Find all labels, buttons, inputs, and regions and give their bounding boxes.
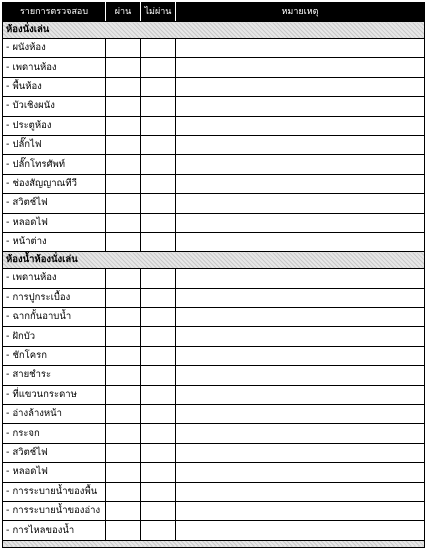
pass-cell[interactable] <box>106 135 141 154</box>
pass-cell[interactable] <box>106 213 141 232</box>
fail-cell[interactable] <box>141 463 176 482</box>
item-label: - ผนังห้อง <box>3 39 106 58</box>
fail-cell[interactable] <box>141 58 176 77</box>
item-label: - สวิตช์ไฟ <box>3 443 106 462</box>
pass-cell[interactable] <box>106 39 141 58</box>
table-row <box>3 385 425 404</box>
table-row <box>3 58 425 77</box>
header-fail: ไม่ผ่าน <box>141 3 176 22</box>
table-row <box>3 424 425 443</box>
table-row <box>3 405 425 424</box>
section-title: ห้องน้ำห้องนั่งเล่น <box>3 252 425 269</box>
item-label: - สายชำระ <box>3 366 106 385</box>
note-cell[interactable] <box>176 135 425 154</box>
pass-cell[interactable] <box>106 463 141 482</box>
fail-cell[interactable] <box>141 135 176 154</box>
table-row <box>3 97 425 116</box>
table-row <box>3 232 425 251</box>
note-cell[interactable] <box>176 521 425 540</box>
table-row <box>3 327 425 346</box>
fail-cell[interactable] <box>141 366 176 385</box>
pass-cell[interactable] <box>106 424 141 443</box>
header-item: รายการตรวจสอบ <box>3 3 106 22</box>
table-row <box>3 308 425 327</box>
note-cell[interactable] <box>176 58 425 77</box>
pass-cell[interactable] <box>106 385 141 404</box>
fail-cell[interactable] <box>141 385 176 404</box>
note-cell[interactable] <box>176 194 425 213</box>
fail-cell[interactable] <box>141 424 176 443</box>
pass-cell[interactable] <box>106 77 141 96</box>
section-title: ห้องนั่งเล่น <box>3 22 425 39</box>
table-row <box>3 443 425 462</box>
item-label: - การไหลของน้ำ <box>3 521 106 540</box>
pass-cell[interactable] <box>106 346 141 365</box>
table-footer-row <box>3 540 425 547</box>
note-cell[interactable] <box>176 443 425 462</box>
section-header-row <box>3 22 425 39</box>
note-cell[interactable] <box>176 308 425 327</box>
table-row <box>3 77 425 96</box>
item-label: - กระจก <box>3 424 106 443</box>
pass-cell[interactable] <box>106 288 141 307</box>
note-cell[interactable] <box>176 288 425 307</box>
fail-cell[interactable] <box>141 39 176 58</box>
pass-cell[interactable] <box>106 443 141 462</box>
note-cell[interactable] <box>176 269 425 288</box>
item-label: - การปูกระเบื้อง <box>3 288 106 307</box>
note-cell[interactable] <box>176 482 425 501</box>
item-label: - หลอดไฟ <box>3 463 106 482</box>
item-label: - ฝักบัว <box>3 327 106 346</box>
fail-cell[interactable] <box>141 232 176 251</box>
item-label: - หน้าต่าง <box>3 232 106 251</box>
pass-cell[interactable] <box>106 155 141 174</box>
table-header-row <box>3 3 425 22</box>
note-cell[interactable] <box>176 424 425 443</box>
fail-cell[interactable] <box>141 155 176 174</box>
note-cell[interactable] <box>176 116 425 135</box>
item-label: - บัวเชิงผนัง <box>3 97 106 116</box>
pass-cell[interactable] <box>106 482 141 501</box>
table-row <box>3 174 425 193</box>
note-cell[interactable] <box>176 327 425 346</box>
table-row <box>3 501 425 520</box>
note-cell[interactable] <box>176 39 425 58</box>
item-label: - เพดานห้อง <box>3 269 106 288</box>
fail-cell[interactable] <box>141 97 176 116</box>
note-cell[interactable] <box>176 463 425 482</box>
header-pass: ผ่าน <box>106 3 141 22</box>
item-label: - การระบายน้ำของพื้น <box>3 482 106 501</box>
fail-cell[interactable] <box>141 116 176 135</box>
item-label: - การระบายน้ำของอ่าง <box>3 501 106 520</box>
table-body <box>3 22 425 548</box>
item-label: - เพดานห้อง <box>3 58 106 77</box>
note-cell[interactable] <box>176 174 425 193</box>
fail-cell[interactable] <box>141 501 176 520</box>
fail-cell[interactable] <box>141 77 176 96</box>
table-row <box>3 346 425 365</box>
table-row <box>3 135 425 154</box>
pass-cell[interactable] <box>106 521 141 540</box>
item-label: - ปลั๊กไฟ <box>3 135 106 154</box>
section-header-row <box>3 252 425 269</box>
table-row <box>3 288 425 307</box>
fail-cell[interactable] <box>141 174 176 193</box>
item-label: - หลอดไฟ <box>3 213 106 232</box>
item-label: - ประตูห้อง <box>3 116 106 135</box>
fail-cell[interactable] <box>141 194 176 213</box>
fail-cell[interactable] <box>141 308 176 327</box>
note-cell[interactable] <box>176 366 425 385</box>
table-row <box>3 116 425 135</box>
table-row <box>3 366 425 385</box>
inspection-table <box>2 2 425 548</box>
item-label: - ชักโครก <box>3 346 106 365</box>
note-cell[interactable] <box>176 385 425 404</box>
footer-band <box>3 540 425 547</box>
item-label: - ช่องสัญญาณทีวี <box>3 174 106 193</box>
pass-cell[interactable] <box>106 269 141 288</box>
fail-cell[interactable] <box>141 269 176 288</box>
fail-cell[interactable] <box>141 327 176 346</box>
fail-cell[interactable] <box>141 521 176 540</box>
note-cell[interactable] <box>176 346 425 365</box>
inspection-checklist-sheet <box>2 2 424 548</box>
table-row <box>3 463 425 482</box>
table-row <box>3 39 425 58</box>
note-cell[interactable] <box>176 232 425 251</box>
fail-cell[interactable] <box>141 443 176 462</box>
note-cell[interactable] <box>176 77 425 96</box>
table-row <box>3 269 425 288</box>
table-row <box>3 194 425 213</box>
item-label: - ฉากกั้นอาบน้ำ <box>3 308 106 327</box>
pass-cell[interactable] <box>106 58 141 77</box>
note-cell[interactable] <box>176 405 425 424</box>
fail-cell[interactable] <box>141 288 176 307</box>
pass-cell[interactable] <box>106 366 141 385</box>
pass-cell[interactable] <box>106 97 141 116</box>
fail-cell[interactable] <box>141 213 176 232</box>
item-label: - พื้นห้อง <box>3 77 106 96</box>
header-note: หมายเหตุ <box>176 3 425 22</box>
table-row <box>3 155 425 174</box>
pass-cell[interactable] <box>106 501 141 520</box>
note-cell[interactable] <box>176 97 425 116</box>
pass-cell[interactable] <box>106 308 141 327</box>
note-cell[interactable] <box>176 213 425 232</box>
note-cell[interactable] <box>176 155 425 174</box>
fail-cell[interactable] <box>141 405 176 424</box>
table-row <box>3 213 425 232</box>
item-label: - อ่างล้างหน้า <box>3 405 106 424</box>
pass-cell[interactable] <box>106 405 141 424</box>
pass-cell[interactable] <box>106 232 141 251</box>
table-row <box>3 521 425 540</box>
pass-cell[interactable] <box>106 116 141 135</box>
note-cell[interactable] <box>176 501 425 520</box>
item-label: - ที่แขวนกระดาษ <box>3 385 106 404</box>
table-row <box>3 482 425 501</box>
pass-cell[interactable] <box>106 174 141 193</box>
pass-cell[interactable] <box>106 327 141 346</box>
fail-cell[interactable] <box>141 482 176 501</box>
item-label: - สวิตช์ไฟ <box>3 194 106 213</box>
pass-cell[interactable] <box>106 194 141 213</box>
item-label: - ปลั๊กโทรศัพท์ <box>3 155 106 174</box>
fail-cell[interactable] <box>141 346 176 365</box>
